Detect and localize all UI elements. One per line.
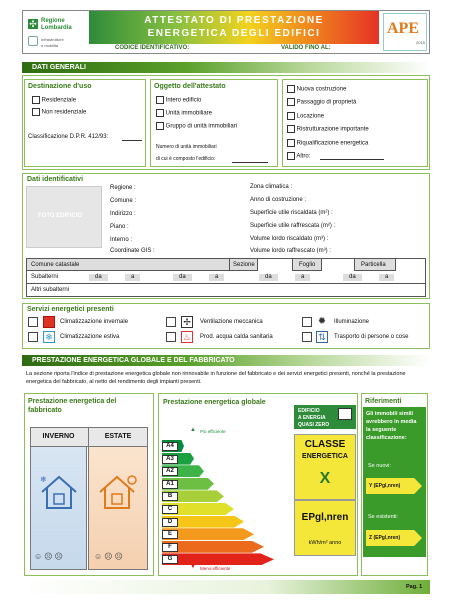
zona-label: Zona climatica : xyxy=(250,184,293,190)
servizio-2-label: Climatizzazione estiva xyxy=(60,334,120,340)
foto-edificio-label: FOTO EDIFICIO xyxy=(38,213,83,219)
class-label-e: E xyxy=(162,530,178,539)
classificazione-field[interactable] xyxy=(122,140,142,141)
region-cross-icon: ✣ xyxy=(29,19,37,29)
catasto-table xyxy=(26,258,426,297)
valid-label: VALIDO FINO AL: xyxy=(281,45,331,51)
nzeb-checkbox[interactable] xyxy=(338,408,352,420)
ristrutturazione-checkbox[interactable] xyxy=(287,125,295,133)
class-label-a2: A2 xyxy=(162,467,178,476)
house-summer-icon xyxy=(96,472,140,512)
section-prestazione: PRESTAZIONE ENERGETICA GLOBALE E DEL FABBRICATO xyxy=(22,355,430,366)
sub-a-4: a xyxy=(379,274,394,281)
sub-da-4: da xyxy=(343,274,362,281)
classificazione-label: Classificazione D.P.R. 412/93: xyxy=(28,134,109,140)
passaggio-proprieta-checkbox[interactable] xyxy=(287,98,295,106)
intro-text: La sezione riporta l'indice di prestazione energetica globale non rinnovabile in funzione del fabbricato e dei servizi energetici presenti, nonché la prestazione energetica del fabbricato, al netto del rendimento degli impianti presenti. xyxy=(26,371,406,385)
nzeb-line2: A ENERGIA xyxy=(298,415,326,421)
locazione-label: Locazione xyxy=(296,113,325,120)
coordinate-label: Coordinate GIS : xyxy=(110,248,155,254)
code-label: CODICE IDENTIFICATIVO: xyxy=(115,45,190,51)
servizio-1-label: Climatizzazione invernale xyxy=(60,319,129,325)
class-label-f: F xyxy=(162,543,178,552)
footer-band xyxy=(22,580,430,594)
elevator-icon: ⇅ xyxy=(316,331,328,343)
dati-identificativi-title: Dati identificativi xyxy=(27,176,84,183)
gruppo-unita-checkbox[interactable] xyxy=(156,122,164,130)
locazione-checkbox[interactable] xyxy=(287,112,295,120)
servizio-1-checkbox[interactable] xyxy=(28,317,38,327)
inverno-quality-icons: ☺☹☹ xyxy=(34,552,65,561)
destinazione-box xyxy=(24,79,146,167)
sezione-label: Sezione xyxy=(233,262,255,268)
sub-da-2: da xyxy=(173,274,192,281)
ep-unit: kWh/m² anno xyxy=(308,540,342,546)
title-line2: ENERGETICA DEGLI EDIFICI xyxy=(147,28,321,39)
anno-label: Anno di costruzione : xyxy=(250,197,307,203)
nzeb-line3: QUASI ZERO xyxy=(298,422,330,428)
hot-water-icon: ♨ xyxy=(182,332,192,342)
intero-edificio-label: Intero edificio xyxy=(165,97,202,104)
classe-label2: ENERGETICA xyxy=(302,453,348,460)
ep-box xyxy=(294,500,356,556)
num-unita-label: Numero di unità immobiliari xyxy=(156,144,217,150)
non-residenziale-checkbox[interactable] xyxy=(32,108,40,116)
ristrutturazione-label: Ristrutturazione importante xyxy=(296,126,369,133)
riqualificazione-label: Riqualificazione energetica xyxy=(296,140,369,147)
vol-raff-label: Volume lordo raffrescato (m³) : xyxy=(250,248,331,254)
rif-esistenti-label: Se esistenti: xyxy=(368,514,398,520)
piu-efficiente-label: Più efficiente xyxy=(200,429,226,434)
classe-label1: CLASSE xyxy=(304,439,346,450)
rif-desc4: classificazione: xyxy=(366,435,407,441)
class-label-a1: A1 xyxy=(162,480,178,489)
sub-da-1: da xyxy=(89,274,108,281)
regione-label: Regione : xyxy=(110,185,136,191)
lightbulb-icon: ✹ xyxy=(317,316,327,327)
non-residenziale-label: Non residenziale xyxy=(41,109,87,116)
arrow-down-icon: ▼ xyxy=(190,564,196,570)
nzeb-line1: EDIFICIO xyxy=(298,408,320,414)
rif-esistenti-value: Z (EPgl,nren) xyxy=(369,535,401,541)
rif-desc2: avrebbero in media xyxy=(366,419,417,425)
altri-subalterni-label: Altri subalterni xyxy=(31,287,70,293)
residenziale-label: Residenziale xyxy=(41,97,77,104)
radiator-icon xyxy=(43,316,55,328)
altro-field[interactable] xyxy=(320,159,384,160)
nuova-costruzione-checkbox[interactable] xyxy=(287,85,295,93)
page-number: Pag. 1 xyxy=(406,584,423,590)
servizio-4-label: Prod. acqua calda sanitaria xyxy=(200,334,273,340)
piano-label: Piano : xyxy=(110,224,129,230)
gruppo-unita-label: Gruppo di unità immobiliari xyxy=(165,123,238,130)
fabbricato-title2: fabbricato xyxy=(28,407,62,414)
nuova-costruzione-label: Nuova costruzione xyxy=(296,86,347,93)
vol-risc-label: Volume lordo riscaldato (m³) : xyxy=(250,236,329,242)
fabbricato-title1: Prestazione energetica del xyxy=(28,398,117,405)
indirizzo-label: Indirizzo : xyxy=(110,211,136,217)
class-bar-g xyxy=(162,553,274,565)
interno-label: Interno : xyxy=(110,237,133,243)
ape-logo-text: APE xyxy=(387,20,419,37)
ape-logo xyxy=(383,13,427,51)
servizio-5-label: Illuminazione xyxy=(334,319,370,325)
num-unita-field[interactable] xyxy=(232,162,268,163)
sub-a-1: a xyxy=(125,274,140,281)
destinazione-title: Destinazione d'uso xyxy=(28,83,92,90)
servizio-3-checkbox[interactable] xyxy=(166,317,176,327)
foglio-label: Foglio xyxy=(299,262,316,268)
region-logo xyxy=(26,15,86,49)
altro-label: Altro: xyxy=(296,153,311,160)
comune-catastale-label: Comune catastale xyxy=(31,262,80,268)
rif-nuovi-label: Se nuovi: xyxy=(368,463,391,469)
servizio-2-checkbox[interactable] xyxy=(28,332,38,342)
comune-label: Comune : xyxy=(110,198,137,204)
logo-line2: Lombardia xyxy=(41,25,72,31)
rif-nuovi-value: Y (EPgl,nren) xyxy=(369,483,401,489)
arrow-up-icon: ▲ xyxy=(190,427,196,433)
servizio-4-checkbox[interactable] xyxy=(166,332,176,342)
riqualificazione-checkbox[interactable] xyxy=(287,139,295,147)
infra-icon xyxy=(28,36,38,46)
ep-label: EPgl,nren xyxy=(301,512,349,523)
ape-year: 2015 xyxy=(416,40,425,45)
class-scale xyxy=(162,440,292,565)
globale-title: Prestazione energetica globale xyxy=(163,399,266,406)
inverno-label: INVERNO xyxy=(42,433,75,440)
class-label-g: G xyxy=(162,555,178,564)
altro-checkbox[interactable] xyxy=(287,152,295,160)
servizio-6-label: Trasporto di persone o cose xyxy=(334,334,409,340)
sub-a-3: a xyxy=(295,274,310,281)
class-label-d: D xyxy=(162,518,178,527)
sub-a-2: a xyxy=(209,274,224,281)
particella-label: Particella xyxy=(361,262,386,268)
svg-text:❄: ❄ xyxy=(40,475,47,484)
servizio-5-checkbox[interactable] xyxy=(302,317,312,327)
sub-da-3: da xyxy=(259,274,278,281)
header xyxy=(22,10,430,54)
section-dati-generali: DATI GENERALI xyxy=(22,62,430,73)
classe-value: X xyxy=(319,470,331,487)
sup-raff-label: Superficie utile raffrescata (m²) : xyxy=(250,223,336,229)
rif-desc3: la seguente xyxy=(366,427,397,433)
logo-sub2: e mobilità xyxy=(41,43,59,48)
residenziale-checkbox[interactable] xyxy=(32,96,40,104)
class-label-a3: A3 xyxy=(162,455,178,464)
passaggio-proprieta-label: Passaggio di proprietà xyxy=(296,99,357,106)
title-line1: ATTESTATO DI PRESTAZIONE xyxy=(144,15,324,26)
oggetto-title: Oggetto dell'attestato xyxy=(154,83,226,90)
riferimenti-title: Riferimenti xyxy=(365,398,402,405)
sup-risc-label: Superficie utile riscaldata (m²) : xyxy=(250,210,333,216)
rif-desc1: Gli immobili simili xyxy=(366,411,414,417)
class-label-c: C xyxy=(162,505,178,514)
house-winter-icon xyxy=(38,472,80,512)
intero-edificio-checkbox[interactable] xyxy=(156,96,164,104)
di-cui-label: di cui è composto l'edificio: xyxy=(156,156,216,162)
subalterni-label: Subalterni xyxy=(31,274,59,280)
estate-label: ESTATE xyxy=(104,433,132,440)
servizio-3-label: Ventilazione meccanica xyxy=(200,319,263,325)
unita-immobiliare-checkbox[interactable] xyxy=(156,109,164,117)
class-label-a4: A4 xyxy=(162,442,178,451)
logo-sub1: Infrastrutture xyxy=(41,37,64,42)
servizi-title: Servizi energetici presenti xyxy=(27,306,114,313)
unita-immobiliare-label: Unità immobiliare xyxy=(165,110,213,117)
fan-icon: ✢ xyxy=(181,316,193,328)
logo-line1: Regione xyxy=(41,18,65,24)
estate-quality-icons: ☺☹☹ xyxy=(94,552,125,561)
class-label-b: B xyxy=(162,492,178,501)
servizio-6-checkbox[interactable] xyxy=(302,332,312,342)
meno-efficiente-label: Meno efficiente xyxy=(200,566,231,571)
snowflake-icon: ❄ xyxy=(43,331,55,343)
